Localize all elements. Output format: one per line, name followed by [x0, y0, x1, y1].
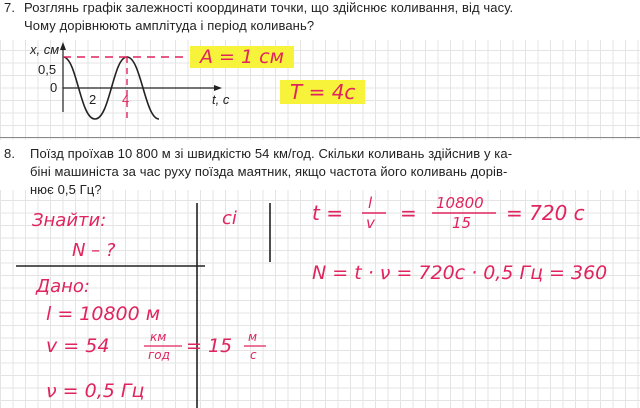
graph-x-label: t, c — [212, 92, 230, 107]
given-distance: l = 10800 м — [46, 303, 161, 325]
answer-amplitude: A = 1 см — [190, 46, 294, 68]
find-value: N – ? — [72, 240, 116, 261]
problem7-question-line2: Чому дорівнюють амплітуда і період коливань? — [24, 18, 315, 33]
given-frequency: ν = 0,5 Гц — [46, 380, 145, 402]
find-label: Знайти: — [32, 210, 107, 231]
graph-x-tick-2: 2 — [89, 92, 97, 107]
given-speed-si-den: с — [250, 348, 257, 362]
time-frac1-num: l — [368, 194, 373, 212]
answer-period: T = 4c — [280, 80, 365, 104]
graph-x-arrow — [214, 85, 222, 91]
graph-x-tick-4: 4 — [122, 92, 130, 107]
time-frac1-den: v — [366, 214, 375, 232]
given-speed-unit-den: год — [148, 348, 170, 362]
given-speed-unit-num: км — [150, 330, 167, 344]
time-frac2-num: 10800 — [436, 194, 484, 212]
graph-y-arrow — [60, 42, 66, 50]
graph-y-tick-05: 0,5 — [38, 62, 57, 77]
count-formula: N = t · ν = 720с · 0,5 Гц = 360 — [312, 262, 608, 284]
graph-y-label: x, см — [30, 42, 60, 57]
graph-y-tick-0: 0 — [50, 80, 58, 95]
problem8-question-line2: біні машиніста за час руху поїзда маятник, якщо частота його коливань дорів- — [30, 164, 508, 179]
given-speed-si-num: м — [248, 330, 258, 344]
time-lhs: t = — [312, 201, 343, 225]
problem7-question-line1: Розглянь графік залежності координати точки, що здійснює коливання, від часу. — [24, 0, 514, 15]
problem8-question-line1: Поїзд проїхав 10 800 м зі швидкістю 54 км/год. Скільки коливань здійснив у ка- — [30, 146, 513, 161]
given-speed: v = 54 — [46, 335, 110, 357]
problem8-question-line3: нює 0,5 Гц? — [30, 182, 102, 197]
problem7-number: 7. — [4, 0, 16, 15]
given-speed-si: = 15 — [186, 335, 233, 357]
time-eq: = — [400, 201, 417, 225]
time-result: = 720 с — [506, 201, 585, 225]
si-label: сі — [222, 208, 237, 229]
given-label: Дано: — [36, 276, 90, 297]
time-frac2-den: 15 — [452, 214, 472, 232]
problem8-number: 8. — [4, 146, 16, 161]
